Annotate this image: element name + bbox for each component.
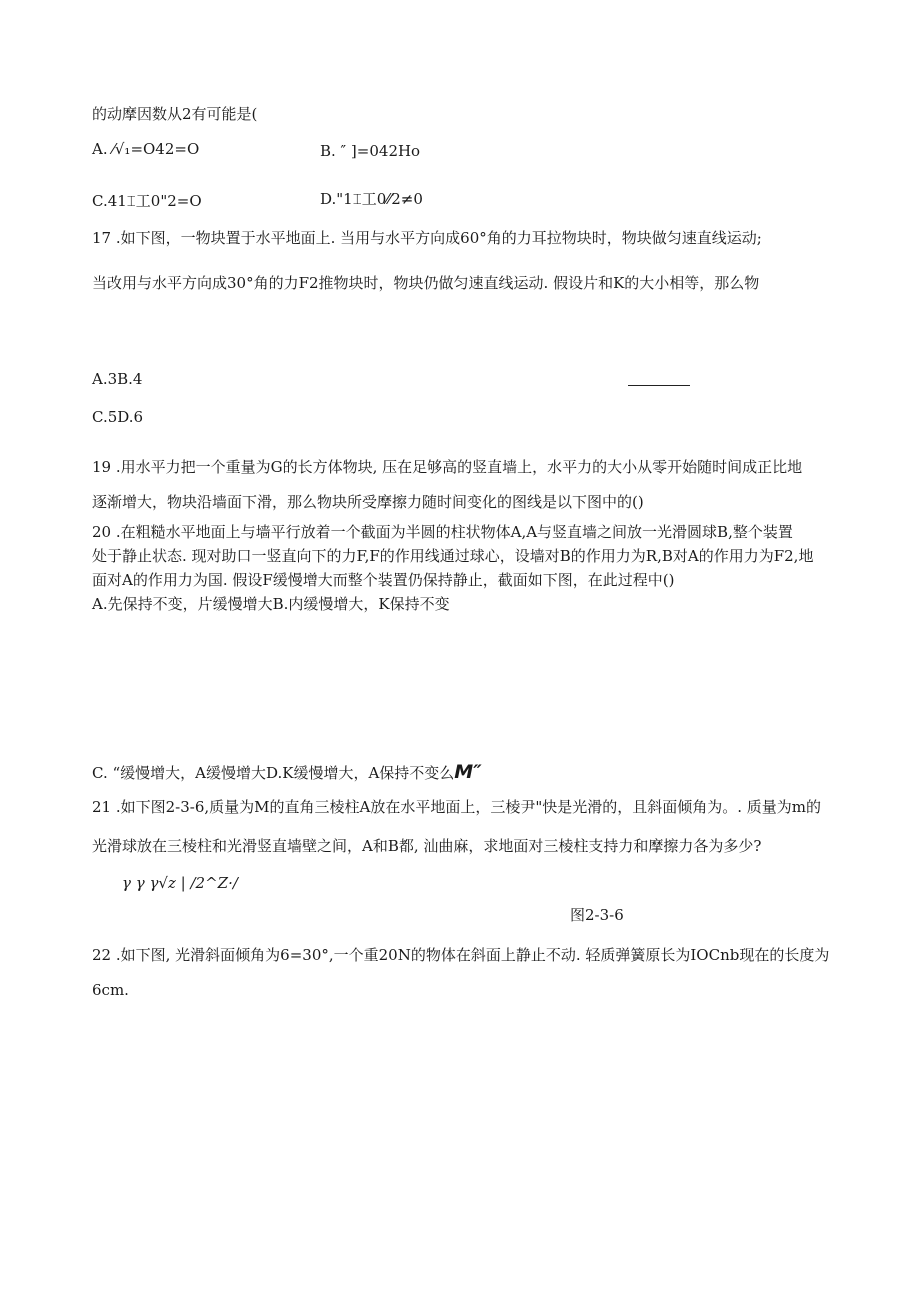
blank-line (628, 385, 690, 386)
q20-option-cd-text: C. “缓慢增大，A缓慢增大D.K缓慢增大，A保持不变么 (92, 764, 455, 782)
q16-stem-tail: 的动摩因数从2有可能是( (92, 105, 258, 123)
q20-stem-line1: 20 .在粗糙水平地面上与墙平行放着一个截面为半圆的柱状物体A,A与竖直墙之间放一光滑圆球B,整个装置 (92, 523, 793, 541)
q17-stem-line2: 当改用与水平方向成30°角的力F2推物块时，物块仍做匀速直线运动. 假设片和K的大小相等，那么物 (92, 274, 760, 292)
q21-stem-line2: 光滑球放在三棱柱和光滑竖直墙壁之间，A和B都, 汕曲麻，求地面对三棱柱支持力和摩擦力各为多少? (92, 837, 762, 855)
q19-stem-line1: 19 .用水平力把一个重量为G的长方体物块, 压在足够高的竖直墙上，水平力的大小从零开始随时间成正比地 (92, 458, 803, 476)
q21-figure-residue: γ γ γ√z | /2^Z·/ (122, 874, 238, 892)
q22-stem-line1: 22 .如下图, 光滑斜面倾角为6=30°,一个重20N的物体在斜面上静止不动. 轻质弹簧原长为IOCnb现在的长度为 (92, 946, 830, 964)
q20-stem-line2: 处于静止状态. 现对助口一竖直向下的力F,F的作用线通过球心，设墙对B的作用力为R,B对A的作用力为F2,地 (92, 547, 814, 565)
q20-option-ab: A.先保持不变，片缓慢增大B.内缓慢增大，K保持不变 (92, 595, 450, 613)
q21-stem-line1: 21 .如下图2-3-6,质量为M的直角三棱柱A放在水平地面上，三棱尹"快是光滑的，且斜面倾角为。. 质量为m的 (92, 798, 822, 816)
q18-option-ab: A.3B.4 (92, 370, 143, 388)
q16-option-d: D."1⌶工0⁄⁄2≠0 (320, 190, 423, 208)
q20-option-cd-mark: M″ (454, 761, 482, 783)
q16-option-a: A. ⁄√₁=O42=O (92, 140, 200, 158)
q20-stem-line3: 面对A的作用力为国. 假设F缓慢增大而整个装置仍保持静止，截面如下图，在此过程中() (92, 571, 675, 589)
q19-stem-line2: 逐渐增大，物块沿墙面下滑，那么物块所受摩擦力随时间变化的图线是以下图中的() (92, 493, 644, 511)
q22-stem-line2: 6cm. (92, 981, 129, 999)
figure-caption: 图2-3-6 (570, 906, 624, 924)
q20-option-cd (92, 762, 482, 783)
q17-stem-line1: 17 .如下图，一物块置于水平地面上. 当用与水平方向成60°角的力耳拉物块时，物块做匀速直线运动; (92, 229, 762, 247)
q18-option-cd: C.5D.6 (92, 408, 144, 426)
q16-option-c: C.41⌶工0"2=O (92, 192, 202, 210)
q16-option-b: B. ″ ]=042Ho (320, 142, 421, 160)
